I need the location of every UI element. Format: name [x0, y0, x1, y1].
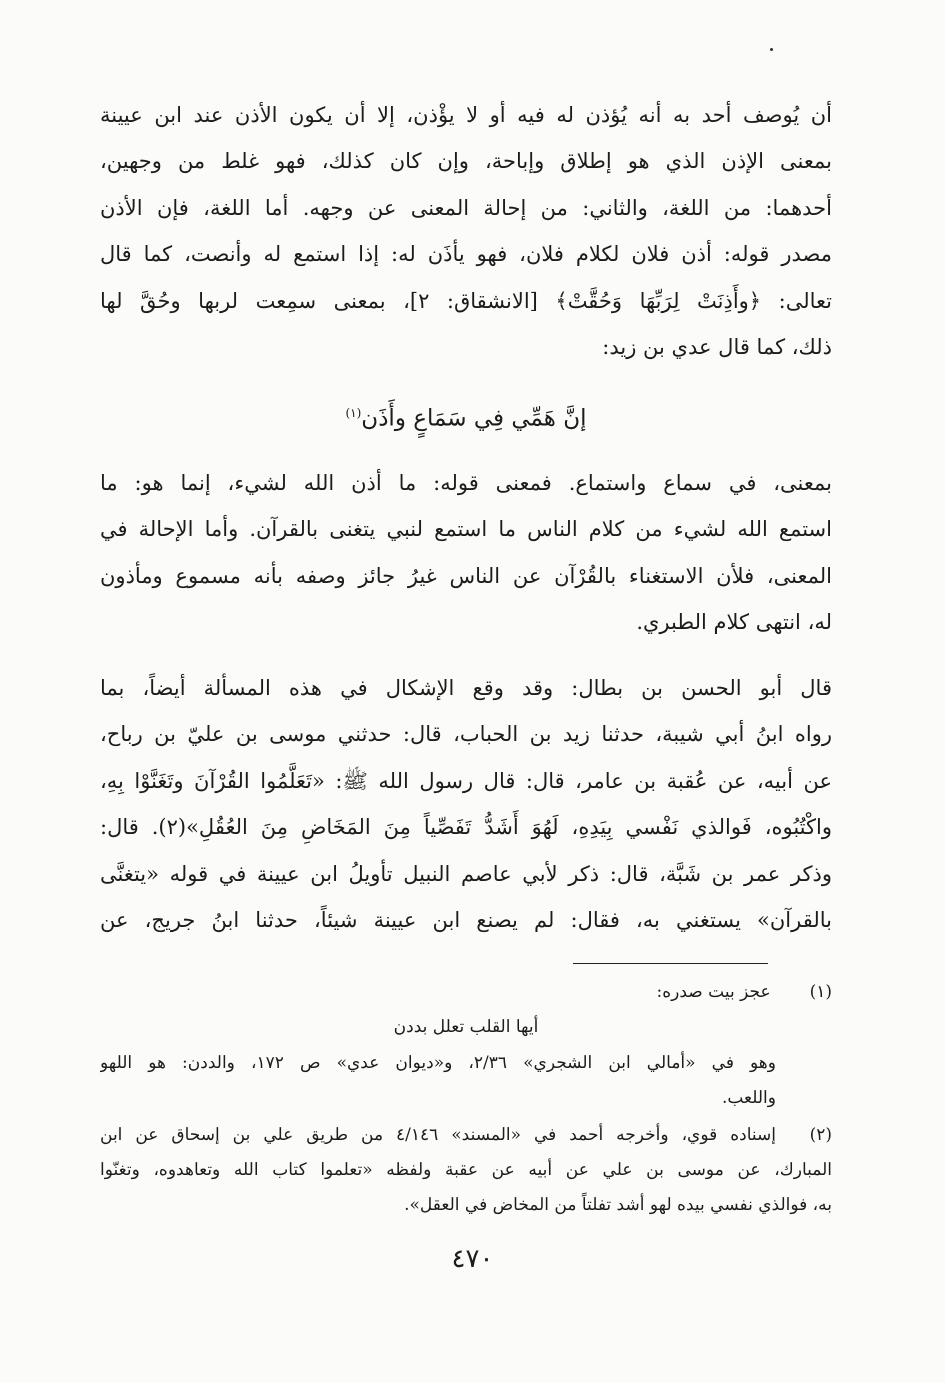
footnote-line: به، فوالذي نفسي بيده لهو أشد تفلتاً من المخاض في العقل». [404, 1195, 832, 1215]
footnote-line: واللعب. [721, 1088, 776, 1108]
text-line: بالقرآن» يستغني به، فقال: لم يصنع ابن عيينة شيئاً، حدثنا ابنُ جريج، عن [100, 908, 832, 933]
footnote-line: وهو في «أمالي ابن الشجري» ٢/٣٦، و«ديوان عدي» ص ١٧٢، والددن: هو اللهو [100, 1053, 776, 1073]
footnote-line: المبارك، عن موسى بن علي عن أبيه عن عقبة ولفظه «تعلموا كتاب الله وتعاهدوه، وتغنّوا [100, 1160, 832, 1180]
text-line: رواه ابنُ أبي شيبة، حدثنا زيد بن الحباب، قال: حدثني موسى بن عليّ بن رباح، [100, 722, 832, 747]
footnote-text: عجز بيت صدره: [656, 982, 771, 1002]
paragraph-1 [100, 92, 832, 370]
text-line: أحدهما: من اللغة، والثاني: من إحالة المعنى عن وجهه. أما اللغة، فإن الأذن [100, 195, 832, 220]
poetry-verse [100, 393, 832, 439]
text-line: المعنى، فلأن الاستغناء بالقُرْآن عن الناس غيرُ جائز وصفه بأنه مسموع ومأذون [100, 563, 832, 588]
text-line: وذكر عمر بن شَبَّة، قال: ذكر لأبي عاصم النبيل تأويلُ ابن عيينة في قوله «يتغنَّى [100, 861, 832, 886]
text-line: واكْتُبُوه، فَوالذي نَفْسي بِيَدِهِ، لَهُوَ أَشَدُّ تَفَصِّياً مِنَ المَخَاضِ مِنَ العُقُلِ»(٢). قال: [100, 815, 832, 840]
ink-dot [770, 48, 773, 51]
page-number: ٤٧٠ [451, 1244, 494, 1274]
text-line: عن أبيه، عن عُقبة بن عامر، قال: قال رسول الله ﷺ: «تَعَلَّمُوا القُرْآنَ وتَغَنَّوْا بِهِ، [100, 768, 832, 793]
paragraph-3 [100, 665, 832, 943]
text-line: ذلك، كما قال عدي بن زيد: [602, 335, 832, 360]
text-line: له، انتهى كلام الطبري. [636, 610, 832, 635]
footnote-separator [573, 963, 768, 964]
text-line: مصدر قوله: أذن فلان لكلام فلان، فهو يأذَن له: إذا استمع له وأنصت، كما قال [100, 242, 832, 267]
footnote-1 [100, 975, 832, 1010]
footnote-ref: (١) [345, 406, 362, 420]
footnote-1-verse [100, 1010, 832, 1045]
footnote-text: إسناده قوي، وأخرجه أحمد في «المسند» ٤/١٤٦ من طريق علي بن إسحاق عن ابن [100, 1125, 776, 1145]
text-line: قال أبو الحسن بن بطال: وقد وقع الإشكال في هذه المسألة أيضاً، بما [100, 676, 832, 700]
footnote-2 [100, 1118, 832, 1223]
footnote-number: (٢) [809, 1125, 832, 1145]
text-line: استمع الله لشيء من كلام الناس ما استمع لنبي يتغنى بالقرآن. وأما الإحالة في [100, 517, 832, 542]
footnote-line [100, 1118, 832, 1153]
text-line: بمعنى، في سماع واستماع. فمعنى قوله: ما أذن الله لشيء، إنما هو: ما [100, 471, 832, 495]
text-line: بمعنى الإذن الذي هو إطلاق وإباحة، وإن كان كذلك، فهو غلط من وجهين، [100, 149, 832, 174]
footnote-number: (١) [809, 982, 832, 1002]
text-line: أن يُوصف أحد به أنه يُؤذن له فيه أو لا يؤْذن، إلا أن يكون الأذن عند ابن عيينة [100, 103, 832, 127]
footnote-verse-text: أيها القلب تعلل بددن [393, 1017, 539, 1037]
text-line: تعالى: ﴿وأَذِنَتْ لِرَبِّهَا وَحُقَّتْ﴾ [الانشقاق: ٢]، بمعنى سمِعت لربها وحُقَّ لها [100, 288, 832, 313]
verse-text: إنَّ هَمِّي فِي سَمَاعٍ وأَذَن [361, 405, 587, 432]
footnote-1-continuation [100, 1046, 832, 1116]
paragraph-2 [100, 460, 832, 646]
